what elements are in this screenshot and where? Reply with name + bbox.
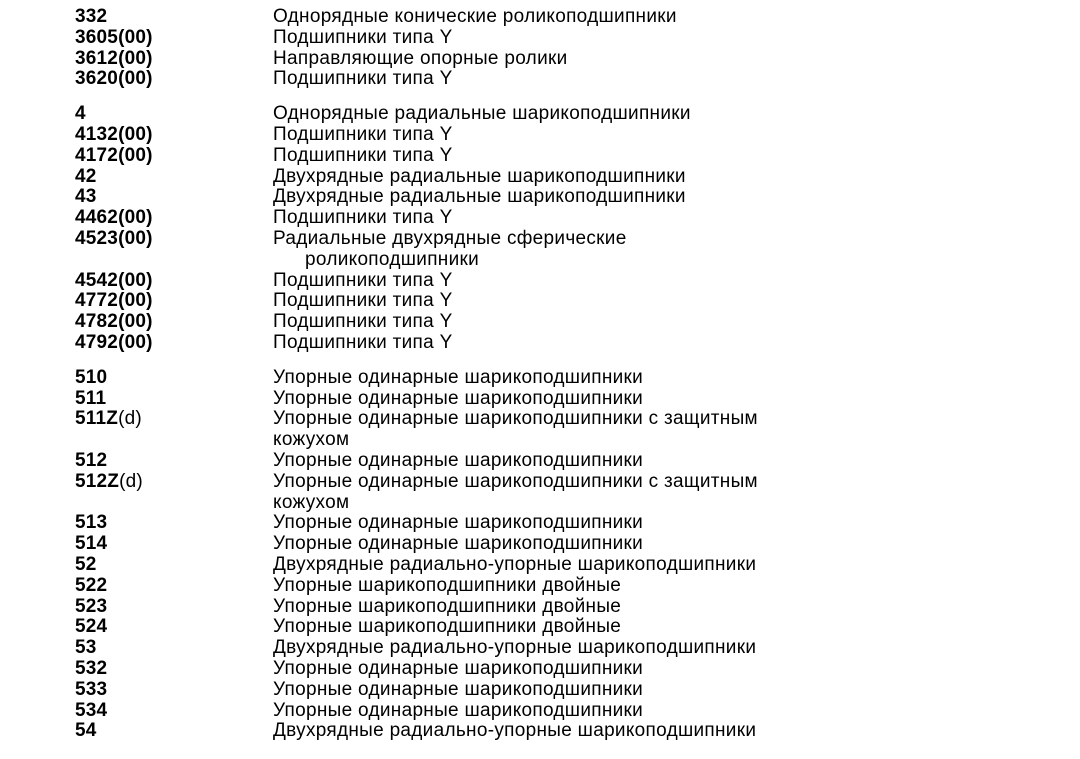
designation-description: Упорные одинарные шарикоподшипники — [273, 700, 644, 721]
designation-description: Двухрядные радиально-упорные шарикоподшипники — [273, 720, 757, 741]
designation-description: Подшипники типа Y — [273, 145, 453, 166]
designation-code: 512 — [75, 450, 108, 471]
designation-code: 533 — [75, 679, 108, 700]
designation-description: Двухрядные радиальные шарикоподшипники — [273, 166, 686, 187]
designation-suffix: (d) — [118, 408, 142, 429]
designation-code: 522 — [75, 575, 108, 596]
list-item-continuation — [0, 429, 1080, 450]
designation-code: 54 — [75, 720, 97, 741]
list-item — [0, 388, 1080, 409]
designation-code: 511 — [75, 388, 107, 409]
designation-description: Двухрядные радиально-упорные шарикоподшипники — [273, 554, 757, 575]
designation-code: 523 — [75, 596, 108, 617]
designation-description: Однорядные радиальные шарикоподшипники — [273, 103, 691, 124]
list-item — [0, 637, 1080, 658]
designation-code: 4792(00) — [75, 332, 153, 353]
designation-code: 534 — [75, 700, 108, 721]
list-item — [0, 166, 1080, 187]
designation-description: Упорные одинарные шарикоподшипники — [273, 658, 644, 679]
designation-description: Упорные одинарные шарикоподшипники — [273, 367, 644, 388]
designation-code: 3612(00) — [75, 48, 153, 69]
designation-description-continued: роликоподшипники — [305, 249, 480, 270]
designation-code: 4132(00) — [75, 124, 153, 145]
designation-code: 524 — [75, 616, 108, 637]
designation-code: 3605(00) — [75, 27, 153, 48]
designation-description: Подшипники типа Y — [273, 290, 453, 311]
list-item — [0, 575, 1080, 596]
designation-code: 4542(00) — [75, 270, 153, 291]
list-item — [0, 616, 1080, 637]
list-item — [0, 207, 1080, 228]
list-item — [0, 68, 1080, 89]
designation-description: Упорные одинарные шарикоподшипники — [273, 450, 644, 471]
list-item — [0, 186, 1080, 207]
designation-description-continued: кожухом — [273, 492, 350, 513]
list-item — [0, 596, 1080, 617]
designation-code: 52 — [75, 554, 97, 575]
designation-description: Подшипники типа Y — [273, 124, 453, 145]
list-item — [0, 145, 1080, 166]
designation-code: 4782(00) — [75, 311, 153, 332]
list-item — [0, 311, 1080, 332]
designation-description: Упорные шарикоподшипники двойные — [273, 575, 622, 596]
list-item-continuation — [0, 249, 1080, 270]
designation-description: Однорядные конические роликоподшипники — [273, 6, 677, 27]
list-item — [0, 533, 1080, 554]
list-item — [0, 6, 1080, 27]
designation-code: 4462(00) — [75, 207, 153, 228]
designation-description: Упорные одинарные шарикоподшипники — [273, 679, 644, 700]
designation-description: Направляющие опорные ролики — [273, 48, 568, 69]
designation-code: 53 — [75, 637, 97, 658]
designation-description: Упорные одинарные шарикоподшипники с защитным — [273, 471, 758, 492]
designation-description: Упорные одинарные шарикоподшипники — [273, 512, 644, 533]
list-item — [0, 471, 1080, 492]
designation-suffix: (d) — [119, 471, 143, 492]
list-item — [0, 554, 1080, 575]
designation-description: Упорные одинарные шарикоподшипники с защитным — [273, 408, 758, 429]
designation-code: 514 — [75, 533, 108, 554]
designation-code: 4772(00) — [75, 290, 153, 311]
list-item-continuation — [0, 492, 1080, 513]
designation-code: 42 — [75, 166, 97, 187]
list-item — [0, 367, 1080, 388]
list-item — [0, 124, 1080, 145]
designation-code: 43 — [75, 186, 97, 207]
designation-code: 3620(00) — [75, 68, 153, 89]
list-item — [0, 103, 1080, 124]
list-item — [0, 408, 1080, 429]
designation-code: 513 — [75, 512, 108, 533]
designation-description-continued: кожухом — [273, 429, 350, 450]
list-item — [0, 48, 1080, 69]
designation-description: Упорные шарикоподшипники двойные — [273, 616, 622, 637]
list-item — [0, 27, 1080, 48]
designation-description: Двухрядные радиальные шарикоподшипники — [273, 186, 686, 207]
designation-description: Подшипники типа Y — [273, 311, 453, 332]
designation-description: Радиальные двухрядные сферические — [273, 228, 627, 249]
designation-description: Упорные шарикоподшипники двойные — [273, 596, 622, 617]
list-item — [0, 700, 1080, 721]
list-item — [0, 658, 1080, 679]
list-item — [0, 679, 1080, 700]
designation-description: Упорные одинарные шарикоподшипники — [273, 533, 644, 554]
designation-description: Упорные одинарные шарикоподшипники — [273, 388, 644, 409]
designation-description: Подшипники типа Y — [273, 270, 453, 291]
designation-code: 511Z(d) — [75, 408, 142, 429]
designation-description: Подшипники типа Y — [273, 207, 453, 228]
designation-code: 510 — [75, 367, 108, 388]
designation-code: 4172(00) — [75, 145, 153, 166]
list-item — [0, 332, 1080, 353]
designation-description: Подшипники типа Y — [273, 332, 453, 353]
list-item — [0, 512, 1080, 533]
list-item — [0, 270, 1080, 291]
designation-description: Двухрядные радиально-упорные шарикоподшипники — [273, 637, 757, 658]
designation-code: 4523(00) — [75, 228, 153, 249]
designation-description: Подшипники типа Y — [273, 27, 453, 48]
list-item — [0, 720, 1080, 741]
list-item — [0, 290, 1080, 311]
list-item — [0, 450, 1080, 471]
designation-code: 332 — [75, 6, 108, 27]
designation-code: 532 — [75, 658, 108, 679]
designation-code: 512Z(d) — [75, 471, 143, 492]
designation-description: Подшипники типа Y — [273, 68, 453, 89]
list-item — [0, 228, 1080, 249]
designation-code: 4 — [75, 103, 86, 124]
